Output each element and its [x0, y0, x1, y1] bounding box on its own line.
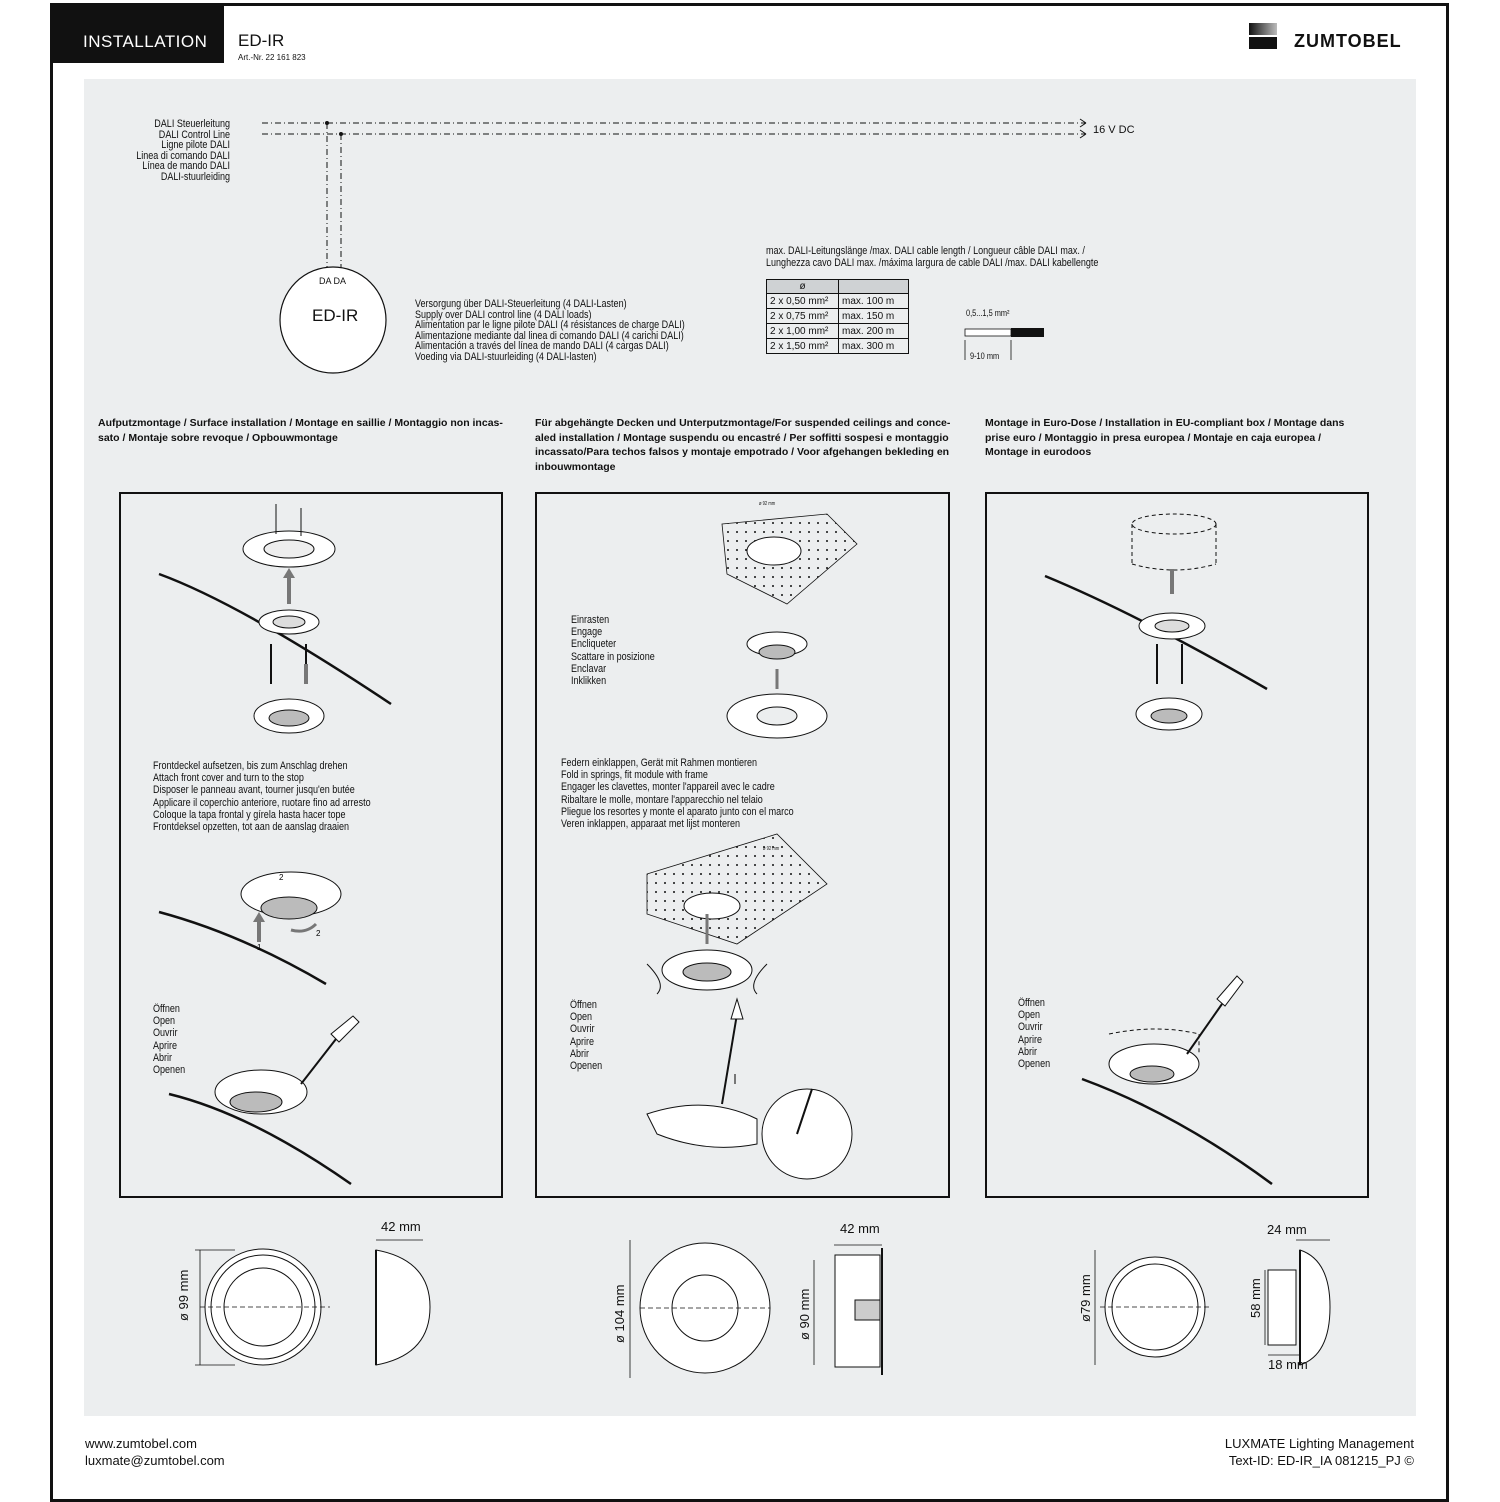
cable-heading-2: Lunghezza cavo DALI max. /máxima largura de cable DALI /max. DALI kabellengte [766, 257, 1099, 269]
cable-length-table [766, 279, 909, 354]
svg-text:2: 2 [316, 929, 321, 938]
voltage-label: 16 V DC [1093, 124, 1135, 136]
label-de: DALI Steuerleitung [154, 118, 230, 130]
col1-heading-line: Aufputzmontage / Surface installation / Montage en saillie / Montaggio non incas- [98, 417, 503, 429]
dimension-drawings [0, 1210, 1500, 1410]
terminal-label: DA DA [319, 276, 347, 286]
table-row [767, 324, 909, 339]
euro-height-dim: 58 mm [1248, 1278, 1263, 1318]
table-header-cell: ø [767, 280, 839, 294]
website-link[interactable]: www.zumtobel.com [85, 1436, 197, 1451]
table-cell: max. 150 m [839, 309, 909, 324]
open-text-line: Abrir [153, 1051, 173, 1064]
table-row [767, 309, 909, 324]
snap-text [571, 614, 673, 687]
col3-heading [985, 416, 1344, 460]
strip-length-label: 9-10 mm [970, 351, 1000, 361]
table-header-cell-empty [839, 280, 909, 294]
step-text-line: Frontdeksel opzetten, tot aan de aanslag draaien [153, 821, 350, 834]
snap-text-line: Inklikken [571, 675, 607, 688]
open-text-line: Öffnen [153, 1003, 180, 1015]
suspended-step-text [561, 757, 845, 830]
open-text-line: Aprire [570, 1035, 595, 1048]
surface-open-text [153, 1003, 192, 1076]
table-row [767, 294, 909, 309]
open-text-line: Ouvrir [1018, 1021, 1043, 1034]
step-text-line: Coloque la tapa frontal y gírela hasta hacer tope [153, 808, 346, 821]
surface-depth-dim: 42 mm [381, 1219, 421, 1234]
supply-nl: Voeding via DALI-stuurleiding (4 DALI-lasten) [415, 350, 597, 363]
col3-heading-line: Montage in Euro-Dose / Installation in EU-compliant box / Montage dans [985, 417, 1345, 429]
open-text-line: Öffnen [570, 999, 597, 1011]
text-id-label: Text-ID: ED-IR_IA 081215_PJ © [1228, 1453, 1414, 1468]
supply-it: Alimentazione mediante dal linea di comando DALI (4 carichi DALI) [415, 329, 684, 342]
step-text-line: Ribaltare le molle, montare l'apparecchio nel telaio [561, 793, 763, 806]
table-cell: max. 100 m [839, 294, 909, 309]
label-nl: DALI-stuurleiding [160, 170, 230, 183]
cutout-label-top: ø 92 mm [759, 501, 776, 507]
svg-text:1: 1 [257, 943, 262, 952]
open-text-line: Openen [153, 1064, 186, 1077]
brand-name: ZUMTOBEL [1294, 31, 1402, 51]
open-text-line: Aprire [153, 1039, 178, 1052]
svg-text:2: 2 [279, 873, 284, 882]
suspended-depth-dim: 42 mm [840, 1221, 880, 1236]
step-text-line: Engager les clavettes, monter l'appareil avec le cadre [561, 781, 775, 794]
supply-fr: Alimentation par le ligne pilote DALI (4 résistances de charge DALI) [415, 319, 685, 331]
suspended-mount-illustration [537, 494, 946, 1194]
open-text-line: Öffnen [1018, 997, 1045, 1009]
article-number: Art.-Nr. 22 161 823 [238, 53, 306, 62]
col1-heading [98, 416, 503, 445]
suspended-open-text [570, 999, 609, 1072]
step-text-line: Fold in springs, fit module with frame [561, 769, 708, 782]
label-it: Linea di comando DALI [136, 149, 230, 162]
table-cell: max. 200 m [839, 324, 909, 339]
label-en: DALI Control Line [158, 128, 230, 141]
euro-box-illustration [987, 494, 1365, 1194]
col1-heading-line: sato / Montaje sobre revoque / Opbouwmontage [98, 431, 338, 444]
snap-text-line: Encliqueter [571, 638, 617, 651]
system-label: LUXMATE Lighting Management [1224, 1436, 1414, 1451]
step-text-line: Attach front cover and turn to the stop [153, 772, 304, 785]
open-text-line: Open [570, 1011, 593, 1024]
col2-heading-line: inbouwmontage [535, 460, 616, 473]
step-text-line: Federn einklappen, Gerät mit Rahmen montieren [561, 757, 758, 769]
dali-wiring-lines [0, 0, 1500, 400]
open-text-line: Openen [570, 1060, 603, 1073]
surface-step-text [153, 760, 418, 833]
product-name: ED-IR [238, 31, 285, 50]
table-cell: 2 x 0,50 mm² [767, 294, 839, 309]
open-text-line: Aprire [1018, 1033, 1043, 1046]
euro-open-text [1018, 997, 1057, 1070]
open-text-line: Ouvrir [153, 1027, 178, 1040]
snap-text-line: Enclavar [571, 662, 607, 675]
cutout-label-bottom: ø 92 mm [763, 846, 780, 852]
label-es: Línea de mando DALI [142, 160, 230, 172]
snap-text-line: Einrasten [571, 614, 610, 626]
label-fr: Ligne pilote DALI [161, 139, 230, 151]
step-text-line: Applicare il coperchio anteriore, ruotare fino ad arresto [153, 796, 371, 809]
col2-heading-line: incassato/Para techos falsos y montaje empotrado / Voor afgehangen bekleding en [535, 446, 950, 458]
euro-diameter-dim: ø79 mm [1078, 1274, 1093, 1322]
supply-en: Supply over DALI control line (4 DALI loads) [415, 308, 592, 321]
step-text-line: Disposer le panneau avant, tourner jusqu'en butée [153, 784, 355, 797]
supply-es: Alimentación a través del línea de mando DALI (4 cargas DALI) [415, 340, 669, 352]
open-text-line: Open [1018, 1009, 1041, 1022]
table-cell: 2 x 1,50 mm² [767, 339, 839, 354]
step-text-line: Frontdeckel aufsetzen, bis zum Anschlag drehen [153, 760, 348, 772]
col2-heading-line: aled installation / Montage suspendu ou encastré / Per soffitti sospesi e montaggio [535, 431, 949, 444]
table-cell: 2 x 1,00 mm² [767, 324, 839, 339]
table-cell: 2 x 0,75 mm² [767, 309, 839, 324]
snap-text-line: Engage [571, 626, 603, 639]
wire-gauge-label: 0,5...1,5 mm² [966, 308, 1010, 318]
surface-mount-illustration [121, 494, 499, 1194]
device-label: ED-IR [312, 306, 359, 325]
footer-info [1150, 1435, 1414, 1469]
table-row [767, 339, 909, 354]
suspended-inner-dim: ø 90 mm [797, 1288, 812, 1340]
open-text-line: Abrir [1018, 1045, 1038, 1058]
euro-depth-top-dim: 24 mm [1267, 1222, 1307, 1237]
table-header-row [767, 280, 909, 294]
open-text-line: Abrir [570, 1047, 590, 1060]
section-title: INSTALLATION [83, 32, 208, 51]
col2-heading [535, 416, 950, 474]
open-text-line: Open [153, 1015, 176, 1028]
col3-heading-line: prise euro / Montaggio in presa europea / Montaje en caja europea / [985, 431, 1322, 444]
cable-length-heading [766, 245, 1171, 269]
open-text-line: Ouvrir [570, 1023, 595, 1036]
suspended-outer-dim: ø 104 mm [612, 1284, 627, 1343]
footer-contact [85, 1435, 225, 1469]
surface-diameter-dim: ø 99 mm [176, 1269, 191, 1321]
step-text-line: Pliegue los resortes y monte el aparato junto con el marco [561, 805, 794, 818]
col3-heading-line: Montage in eurodoos [985, 446, 1092, 458]
euro-depth-bottom-dim: 18 mm [1268, 1357, 1308, 1372]
table-cell: max. 300 m [839, 339, 909, 354]
cable-heading-1: max. DALI-Leitungslänge /max. DALI cable length / Longueur câble DALI max. / [766, 245, 1085, 257]
email-link[interactable]: luxmate@zumtobel.com [85, 1453, 225, 1468]
supply-text [415, 299, 744, 362]
open-text-line: Openen [1018, 1058, 1051, 1071]
step-text-line: Veren inklappen, apparaat met lijst monteren [561, 818, 741, 831]
supply-de: Versorgung über DALI-Steuerleitung (4 DALI-Lasten) [415, 298, 627, 310]
col2-heading-line: Für abgehängte Decken und Unterputzmontage/For suspended ceilings and conce- [535, 417, 951, 429]
snap-text-line: Scattare in posizione [571, 650, 655, 663]
